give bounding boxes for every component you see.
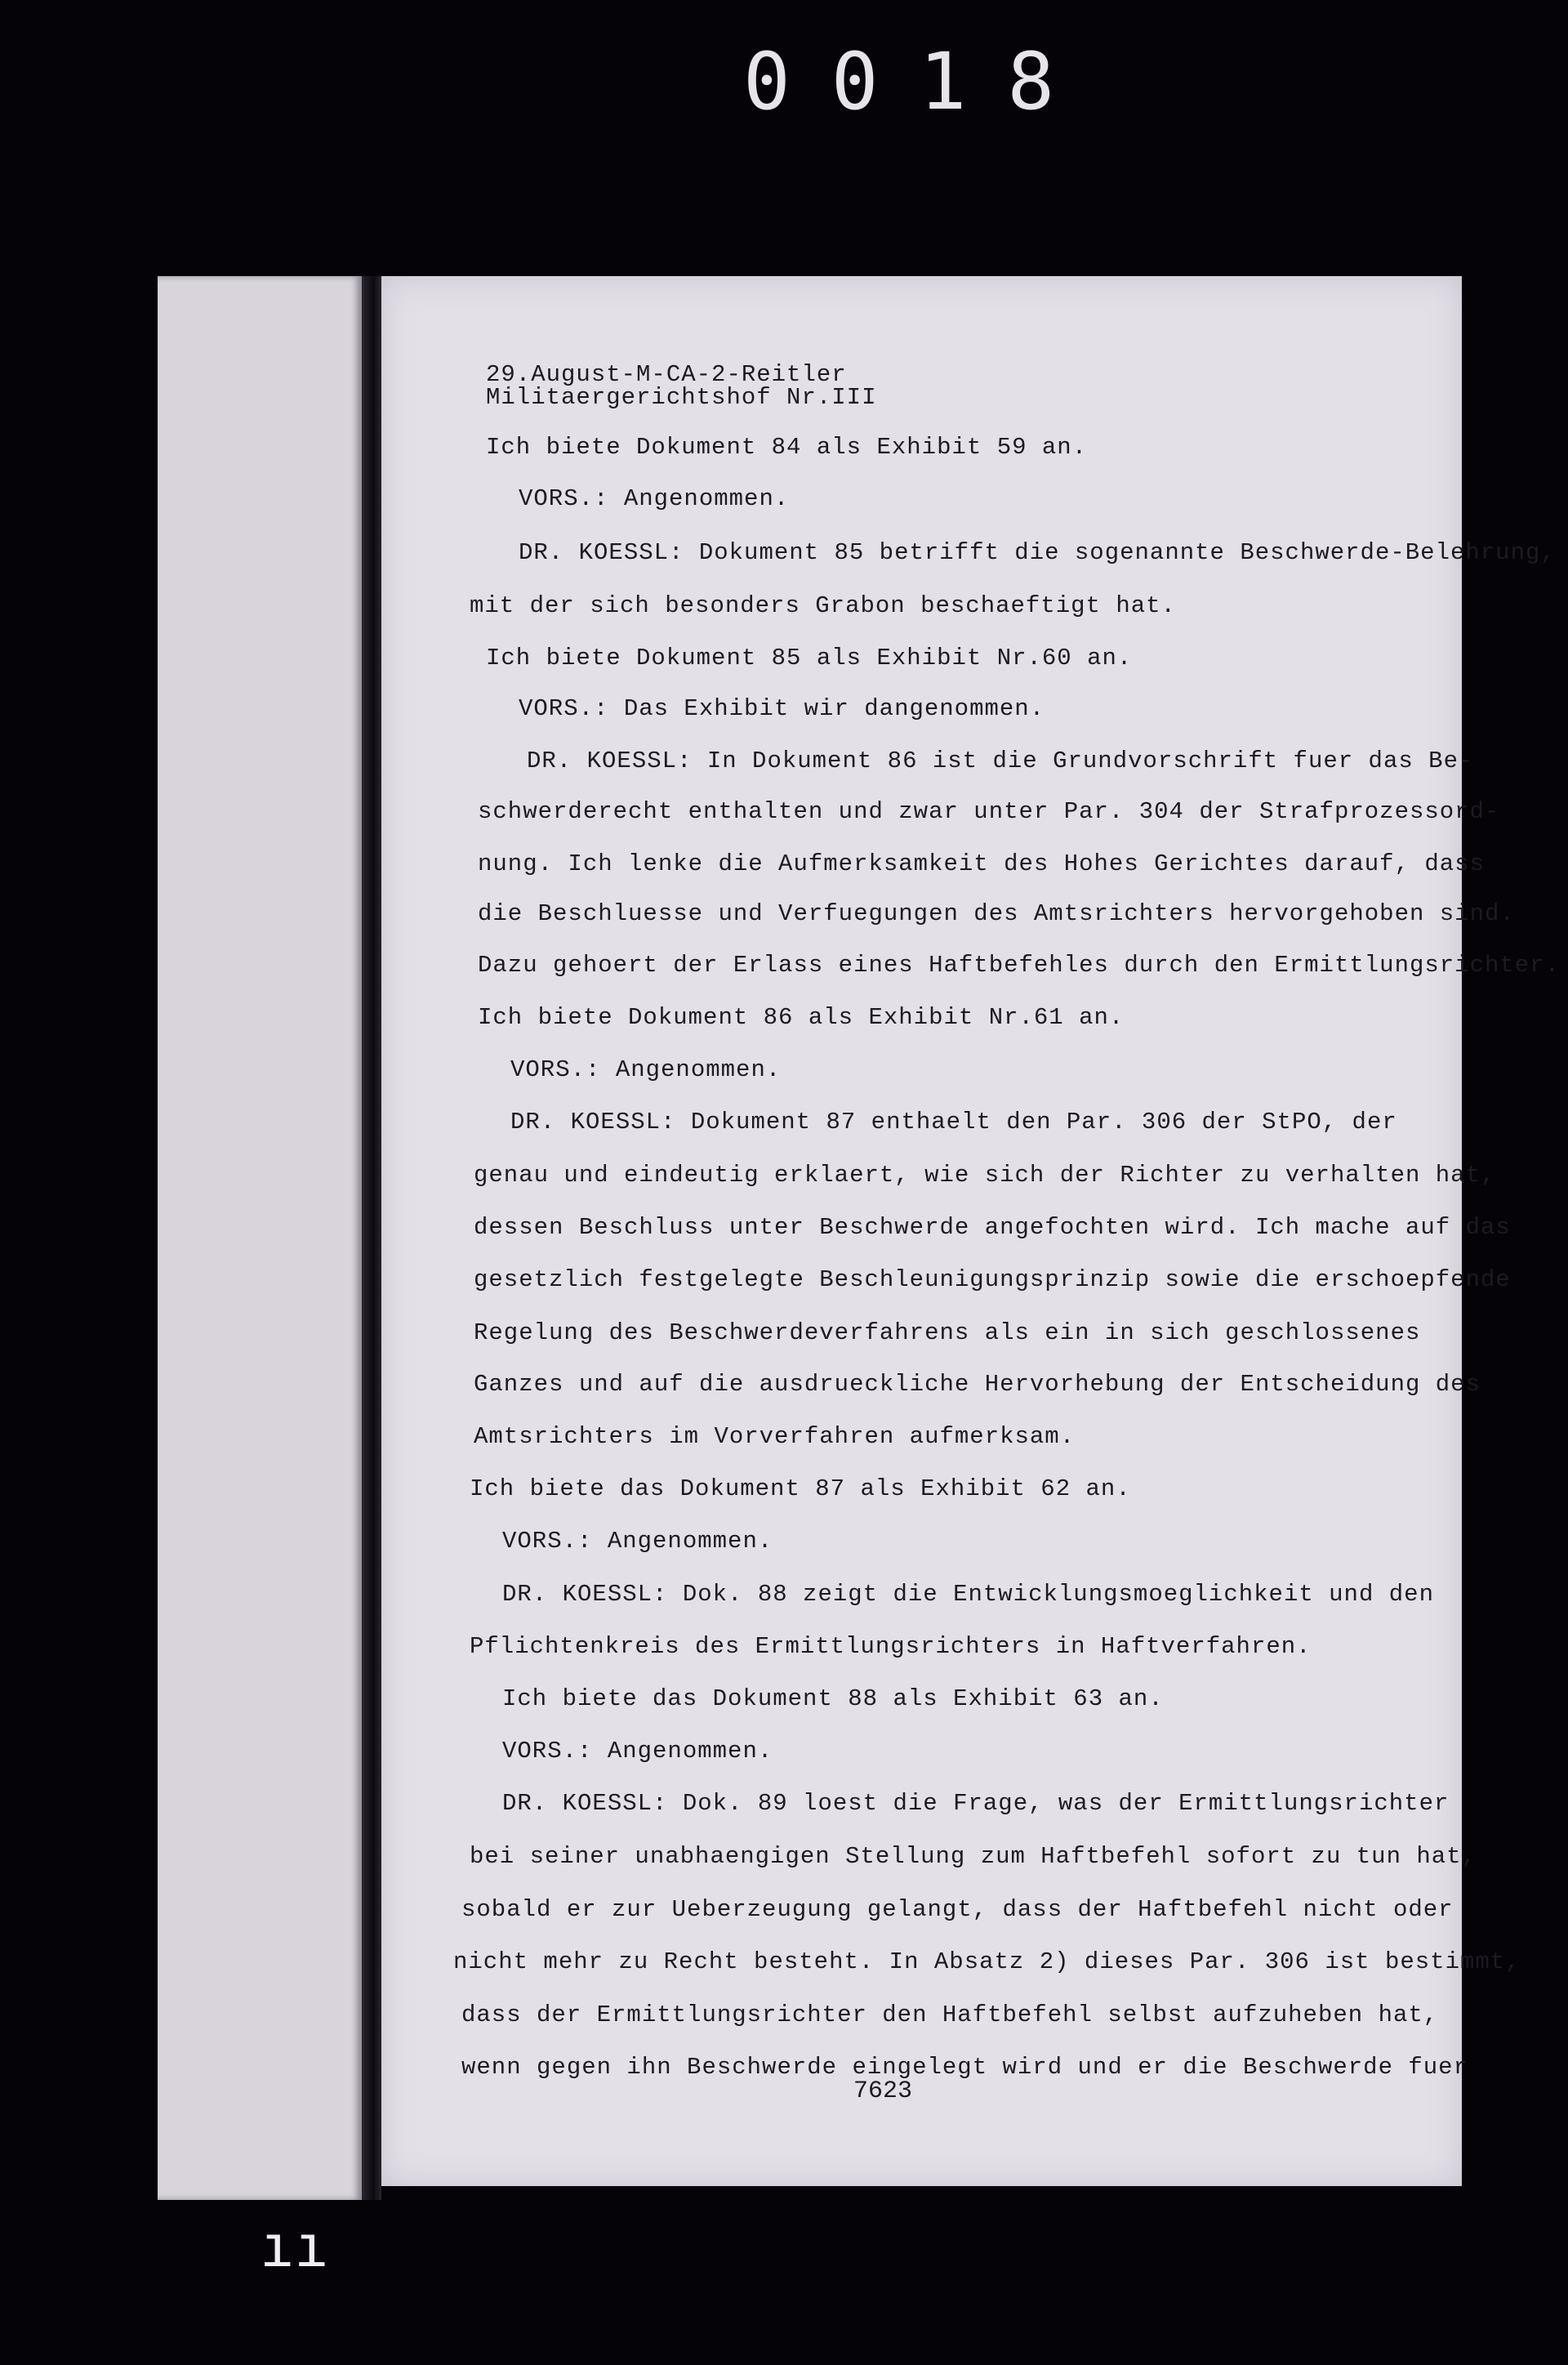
- header-line: 29.August-M-CA-2-Reitler: [486, 361, 847, 388]
- text-line: Ich biete das Dokument 87 als Exhibit 62 an.: [470, 1475, 1131, 1502]
- text-line: VORS.: Angenommen.: [502, 1528, 773, 1555]
- text-line: nung. Ich lenke die Aufmerksamkeit des Hohes Gerichtes darauf, dass: [478, 850, 1485, 877]
- book-spine: [362, 276, 381, 2200]
- text-line: VORS.: Angenommen.: [502, 1738, 773, 1765]
- text-line: gesetzlich festgelegte Beschleunigungsprinzip sowie die erschoepfende: [474, 1266, 1511, 1293]
- text-line: sobald er zur Ueberzeugung gelangt, dass der Haftbefehl nicht oder: [461, 1896, 1454, 1923]
- text-line: Amtsrichters im Vorverfahren aufmerksam.: [474, 1423, 1076, 1450]
- text-line: VORS.: Das Exhibit wir dangenommen.: [519, 695, 1045, 722]
- text-line: DR. KOESSL: Dokument 85 betrifft die sogenannte Beschwerde-Belehrung,: [519, 539, 1556, 566]
- transcript-page: [381, 276, 1561, 2186]
- text-line: Pflichtenkreis des Ermittlungsrichters in Haftverfahren.: [470, 1633, 1312, 1660]
- film-edge-mark: ıı: [260, 2213, 329, 2280]
- text-line: dessen Beschluss unter Beschwerde angefochten wird. Ich mache auf das: [474, 1214, 1511, 1241]
- text-line: Ich biete Dokument 86 als Exhibit Nr.61 an.: [478, 1004, 1125, 1031]
- page-number: 7623: [853, 2077, 913, 2105]
- text-line: schwerderecht enthalten und zwar unter Par. 304 der Strafprozessord-: [478, 798, 1500, 825]
- text-line: Ich biete Dokument 84 als Exhibit 59 an.: [486, 434, 1088, 461]
- text-line: VORS.: Angenommen.: [510, 1056, 782, 1083]
- text-line: bei seiner unabhaengigen Stellung zum Haftbefehl sofort zu tun hat,: [470, 1843, 1477, 1870]
- text-line: DR. KOESSL: In Dokument 86 ist die Grundvorschrift fuer das Be-: [527, 747, 1474, 774]
- header-line: Militaergerichtshof Nr.III: [486, 384, 877, 411]
- text-line: mit der sich besonders Grabon beschaeftigt hat.: [470, 592, 1176, 619]
- text-line: Dazu gehoert der Erlass eines Haftbefehles durch den Ermittlungsrichter.: [478, 952, 1561, 979]
- text-line: dass der Ermittlungsrichter den Haftbefehl selbst aufzuheben hat,: [461, 2001, 1439, 2028]
- text-line: wenn gegen ihn Beschwerde eingelegt wird und er die Beschwerde fuer: [461, 2054, 1468, 2081]
- text-line: die Beschluesse und Verfuegungen des Amtsrichters hervorgehoben sind.: [478, 900, 1515, 927]
- text-line: VORS.: Angenommen.: [519, 485, 790, 512]
- text-line: genau und eindeutig erklaert, wie sich der Richter zu verhalten hat,: [474, 1162, 1496, 1189]
- previous-page-edge: [158, 276, 362, 2200]
- text-line: Ganzes und auf die ausdrueckliche Hervorhebung der Entscheidung des: [474, 1371, 1481, 1398]
- film-frame-number: 0018: [743, 36, 1096, 127]
- text-line: DR. KOESSL: Dok. 88 zeigt die Entwicklungsmoeglichkeit und den: [502, 1581, 1434, 1608]
- text-line: DR. KOESSL: Dokument 87 enthaelt den Par. 306 der StPO, der: [510, 1109, 1397, 1136]
- text-line: DR. KOESSL: Dok. 89 loest die Frage, was der Ermittlungsrichter: [502, 1790, 1450, 1817]
- text-line: Ich biete das Dokument 88 als Exhibit 63 an.: [502, 1685, 1164, 1712]
- text-line: nicht mehr zu Recht besteht. In Absatz 2) dieses Par. 306 ist bestimmt,: [453, 1948, 1521, 1975]
- transcript-text: [381, 276, 1561, 2186]
- text-line: Regelung des Beschwerdeverfahrens als ein in sich geschlossenes: [474, 1319, 1421, 1346]
- text-line: Ich biete Dokument 85 als Exhibit Nr.60 an.: [486, 645, 1133, 672]
